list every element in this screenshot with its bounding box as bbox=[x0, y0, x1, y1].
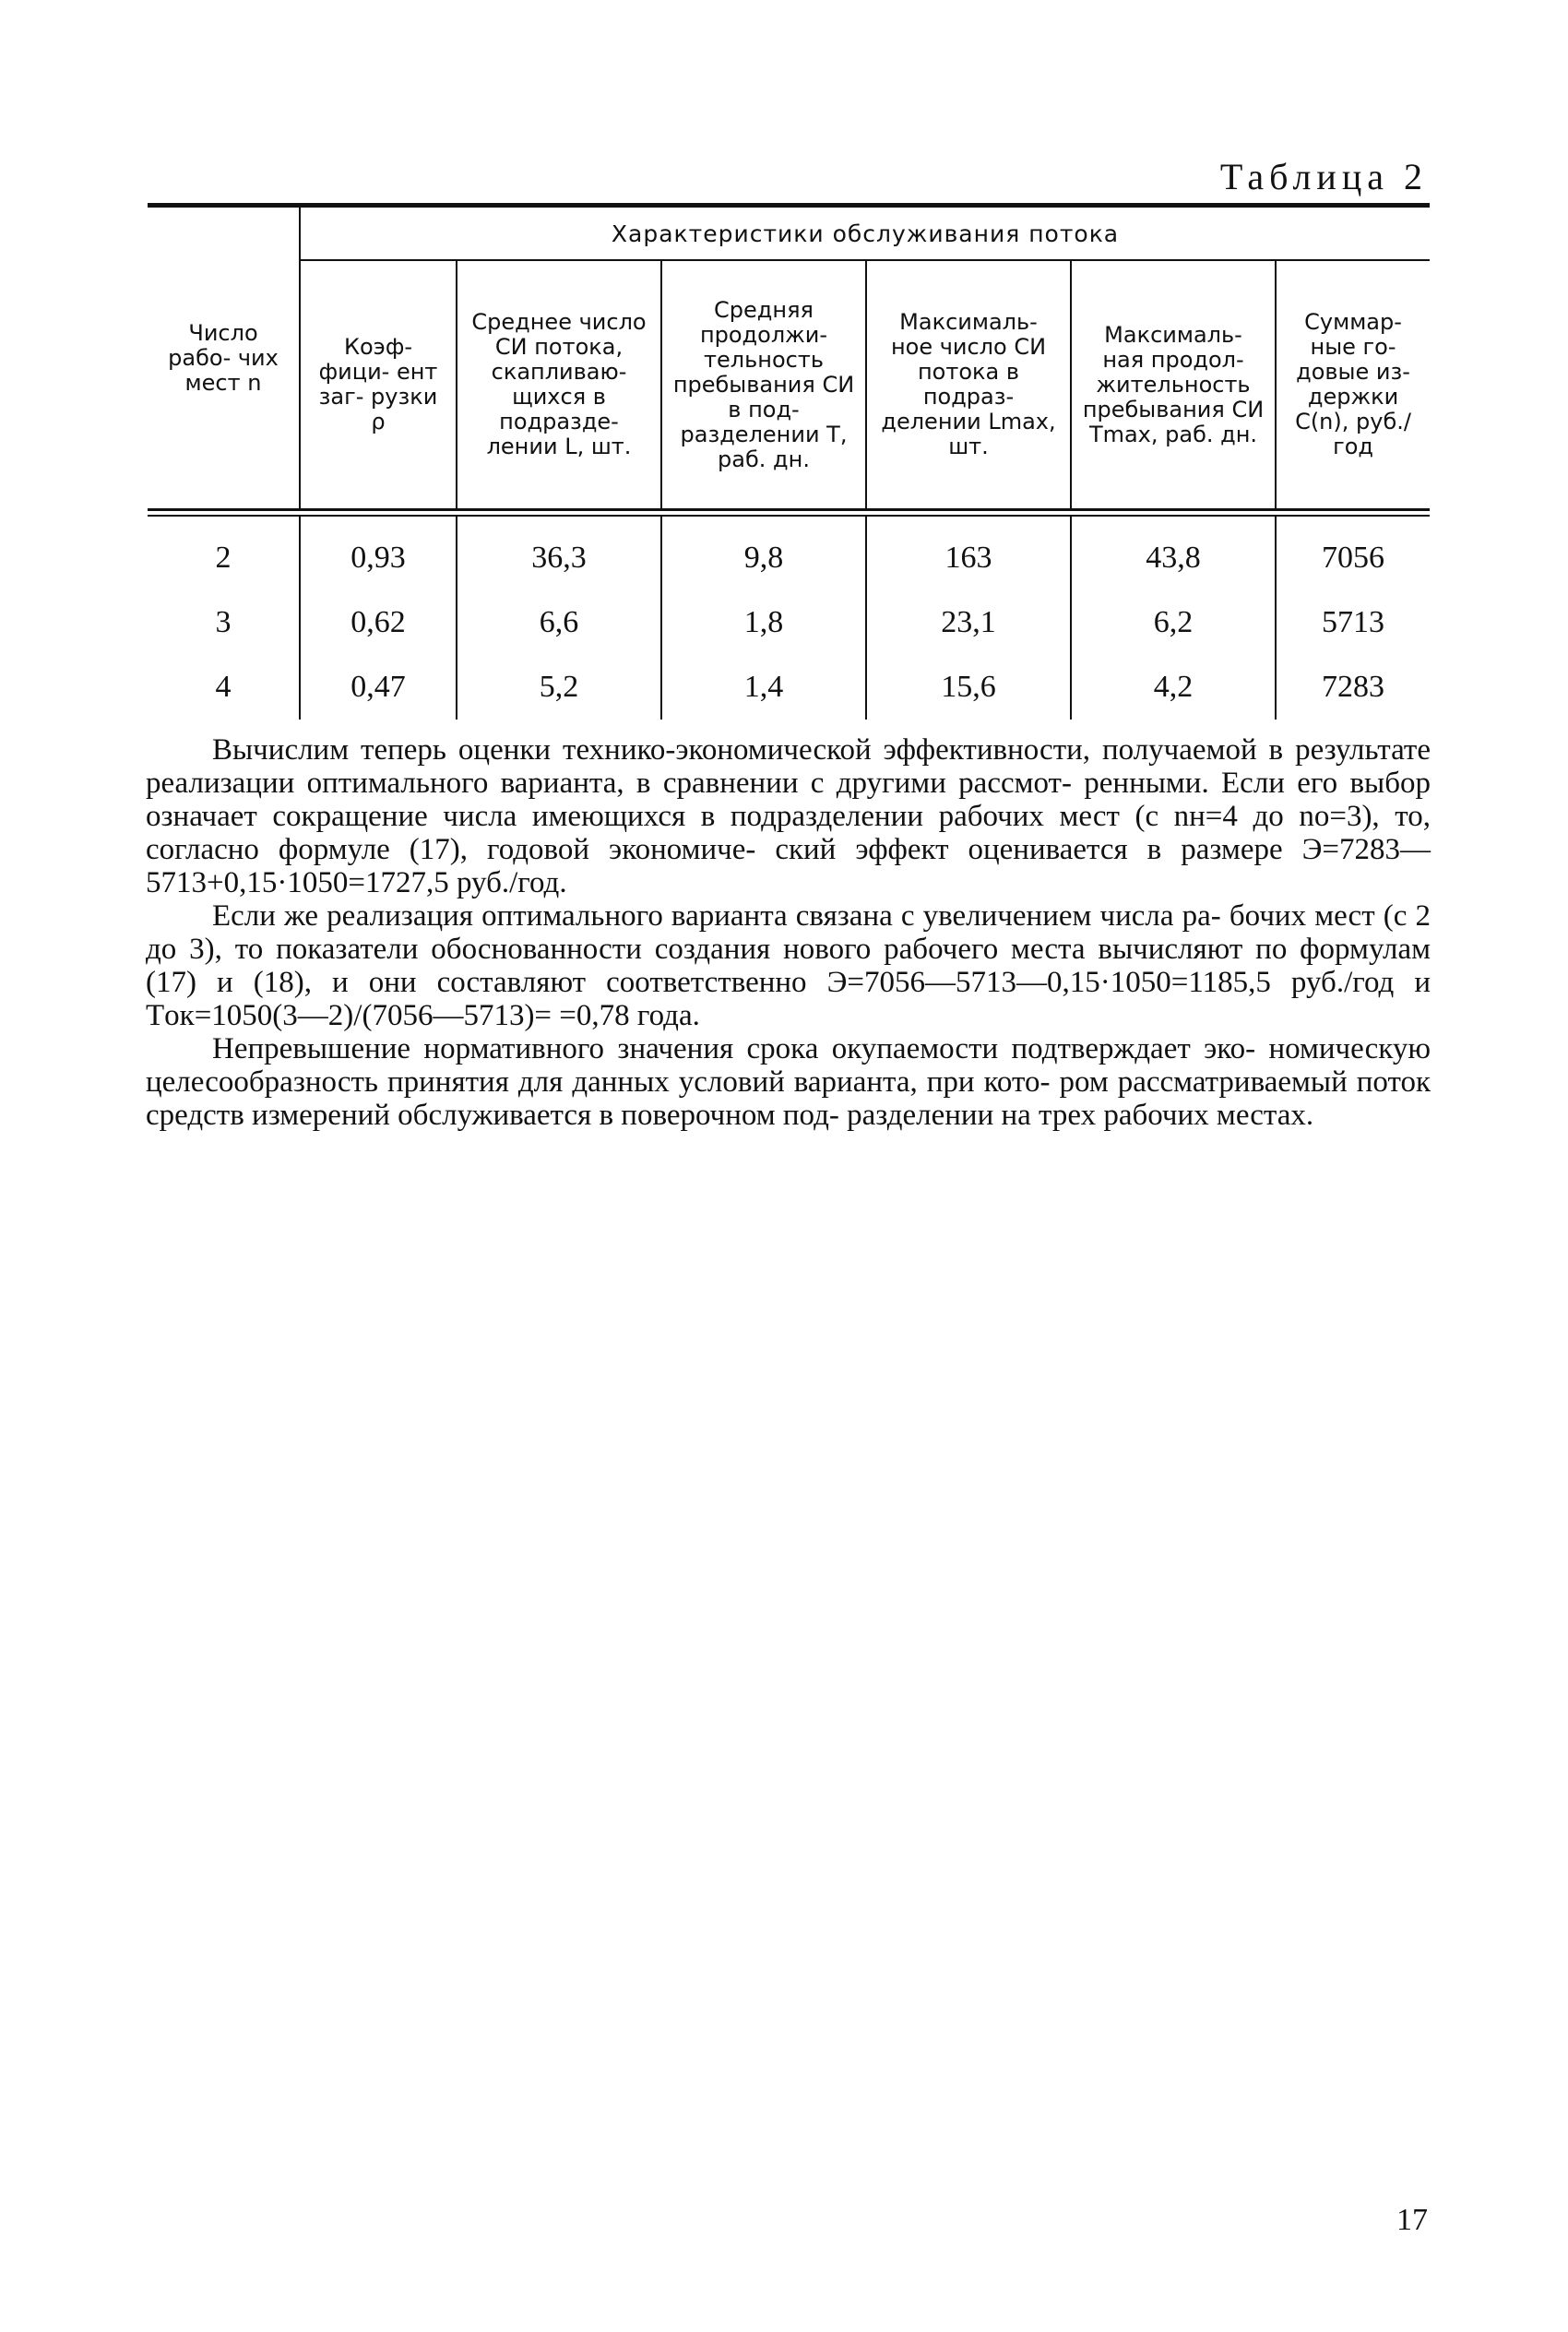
body-text bbox=[146, 733, 1431, 1132]
table-grid bbox=[148, 208, 1430, 508]
column-header-avg-count: Среднее число СИ потока, скапливаю- щихся в подразде- лении L, шт. bbox=[457, 260, 661, 508]
table-cell: 0,62 bbox=[300, 590, 457, 655]
table-cell: 5,2 bbox=[457, 655, 661, 720]
paragraph: Непревышение нормативного значения срока окупаемости подтверждает эко- номическую целесообразность принятия для данных условий варианта, при кото- ром рассматриваемый поток средств измерений обслуживается в поверочном под- разделении на трех рабочих местах. bbox=[146, 1032, 1431, 1132]
table-cell: 1,4 bbox=[661, 655, 866, 720]
table-subheader-row bbox=[148, 260, 1430, 508]
table-row bbox=[148, 517, 1430, 590]
table-cell: 163 bbox=[866, 517, 1071, 590]
table-cell: 23,1 bbox=[866, 590, 1071, 655]
table-cell: 6,2 bbox=[1071, 590, 1276, 655]
table-cell: 36,3 bbox=[457, 517, 661, 590]
column-header-max-count: Максималь- ное число СИ потока в подраз- делении Lmax, шт. bbox=[866, 260, 1071, 508]
table-cell: 6,6 bbox=[457, 590, 661, 655]
table-cell: 4,2 bbox=[1071, 655, 1276, 720]
table-header-row bbox=[148, 208, 1430, 260]
paragraph: Если же реализация оптимального варианта связана с увеличением числа ра- бочих мест (с 2 до 3), то показатели обоснованности создания нового рабочего места вычисляют по формулам (17) и (18), и они составляют соответственно Э=7056—5713—0,15·1050=1185,5 руб./год и Tок=1050(3—2)/(7056—5713)= =0,78 года. bbox=[146, 899, 1431, 1032]
table-cell: 7056 bbox=[1276, 517, 1430, 590]
table-cell: 43,8 bbox=[1071, 517, 1276, 590]
column-header-workplaces: Число рабо- чих мест n bbox=[168, 319, 279, 396]
column-header-avg-duration: Средняя продолжи- тельность пребывания СИ в под- разделении T, раб. дн. bbox=[661, 260, 866, 508]
group-header: Характеристики обслуживания потока bbox=[300, 208, 1430, 260]
table-caption: Таблица 2 bbox=[1219, 156, 1428, 197]
column-header-max-duration: Максималь- ная продол- жительность пребывания СИ Tmax, раб. дн. bbox=[1071, 260, 1276, 508]
column-header-annual-costs: Суммар- ные го- довые из- держки C(n), руб./год bbox=[1276, 260, 1430, 508]
table-cell: 4 bbox=[215, 670, 232, 704]
table-cell: 3 bbox=[215, 605, 232, 639]
table-cell: 5713 bbox=[1276, 590, 1430, 655]
table-row bbox=[148, 590, 1430, 655]
table-cell: 0,47 bbox=[300, 655, 457, 720]
table-row bbox=[148, 655, 1430, 720]
table-cell: 15,6 bbox=[866, 655, 1071, 720]
table-cell: 1,8 bbox=[661, 590, 866, 655]
table-cell: 9,8 bbox=[661, 517, 866, 590]
page-number: 17 bbox=[1396, 2203, 1428, 2237]
table-cell: 2 bbox=[215, 541, 232, 575]
table-cell: 7283 bbox=[1276, 655, 1430, 720]
table-body bbox=[148, 517, 1430, 720]
table-cell: 0,93 bbox=[300, 517, 457, 590]
paragraph: Вычислим теперь оценки технико-экономической эффективности, получаемой в результате реализации оптимального варианта, в сравнении с другими рассмот- ренными. Если его выбор означает сокращение числа имеющихся в подразделении рабочих мест (с nн=4 до nо=3), то, согласно формуле (17), годовой экономиче- ский эффект оценивается в размере Э=7283—5713+0,15·1050=1727,5 руб./год. bbox=[146, 733, 1431, 899]
column-header-load-factor: Коэф- фици- ент заг- рузки ρ bbox=[300, 260, 457, 508]
data-table bbox=[148, 203, 1430, 720]
table-header-rule bbox=[148, 508, 1430, 517]
